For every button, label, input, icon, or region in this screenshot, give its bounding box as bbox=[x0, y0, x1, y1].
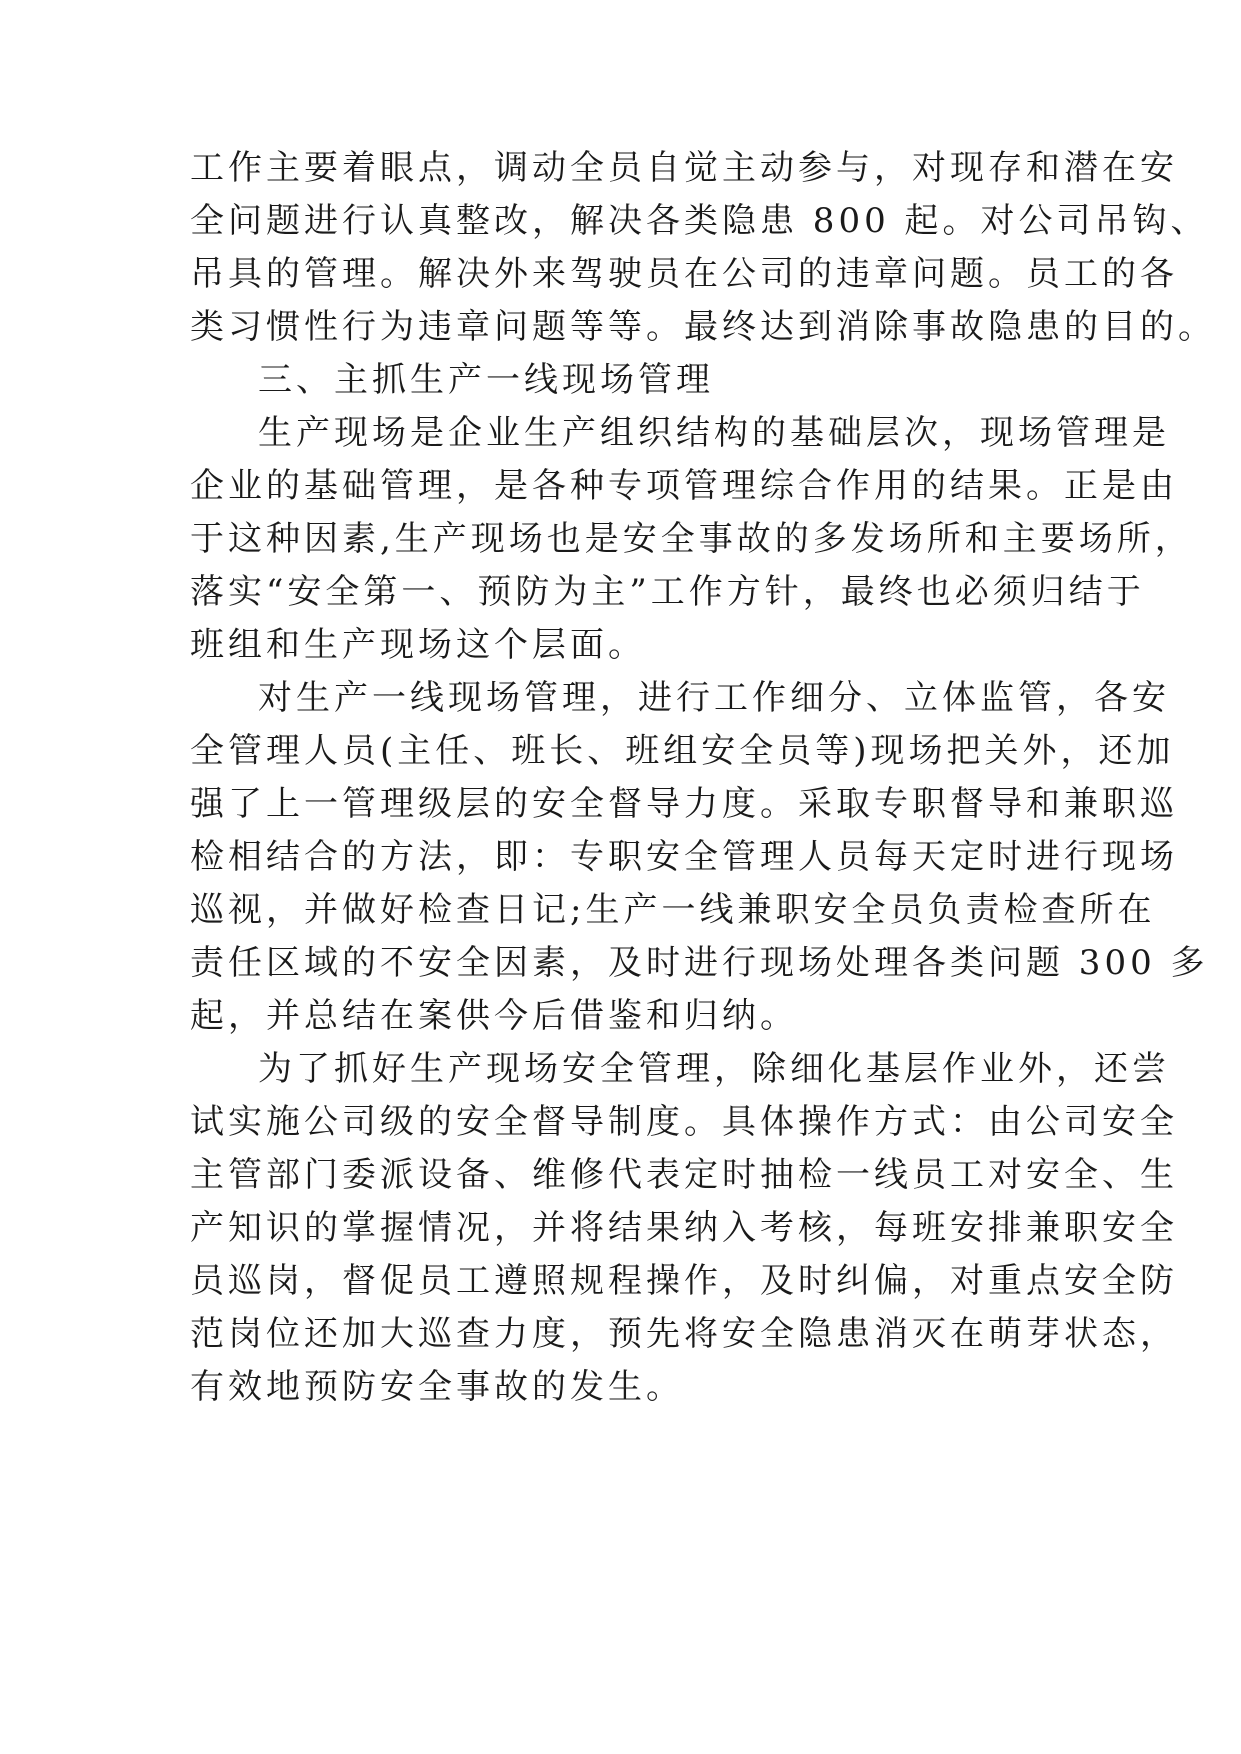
section-heading: 三、主抓生产一线现场管理 bbox=[258, 360, 714, 400]
text-line: 强了上一管理级层的安全督导力度。采取专职督导和兼职巡 bbox=[190, 784, 1178, 824]
text-line: 范岗位还加大巡查力度，预先将安全隐患消灭在萌芽状态， bbox=[190, 1314, 1178, 1354]
text-line: 于这种因素,生产现场也是安全事故的多发场所和主要场所， bbox=[190, 519, 1193, 559]
text-line: 吊具的管理。解决外来驾驶员在公司的违章问题。员工的各 bbox=[190, 254, 1178, 294]
text-line: 检相结合的方法，即：专职安全管理人员每天定时进行现场 bbox=[190, 837, 1178, 877]
text-line: 类习惯性行为违章问题等等。最终达到消除事故隐患的目的。 bbox=[190, 307, 1216, 347]
text-line: 有效地预防安全事故的发生。 bbox=[190, 1367, 684, 1407]
text-line: 对生产一线现场管理，进行工作细分、立体监管，各安 bbox=[258, 678, 1170, 718]
text-line: 全问题进行认真整改，解决各类隐患 800 起。对公司吊钩、 bbox=[190, 201, 1209, 241]
text-line: 巡视，并做好检查日记;生产一线兼职安全员负责检查所在 bbox=[190, 890, 1156, 930]
text-line: 落实“安全第一、预防为主”工作方针，最终也必须归结于 bbox=[190, 572, 1145, 612]
text-line: 主管部门委派设备、维修代表定时抽检一线员工对安全、生 bbox=[190, 1155, 1178, 1195]
text-line: 企业的基础管理，是各种专项管理综合作用的结果。正是由 bbox=[190, 466, 1178, 506]
text-line: 员巡岗，督促员工遵照规程操作，及时纠偏，对重点安全防 bbox=[190, 1261, 1178, 1301]
text-line: 班组和生产现场这个层面。 bbox=[190, 625, 646, 665]
text-line: 起，并总结在案供今后借鉴和归纳。 bbox=[190, 996, 798, 1036]
text-line: 生产现场是企业生产组织结构的基础层次，现场管理是 bbox=[258, 413, 1170, 453]
text-line: 为了抓好生产现场安全管理，除细化基层作业外，还尝 bbox=[258, 1049, 1170, 1089]
text-line: 责任区域的不安全因素，及时进行现场处理各类问题 300 多 bbox=[190, 943, 1209, 983]
text-line: 全管理人员(主任、班长、班组安全员等)现场把关外，还加 bbox=[190, 731, 1175, 771]
text-line: 产知识的掌握情况，并将结果纳入考核，每班安排兼职安全 bbox=[190, 1208, 1178, 1248]
text-line: 工作主要着眼点，调动全员自觉主动参与，对现存和潜在安 bbox=[190, 148, 1178, 188]
text-line: 试实施公司级的安全督导制度。具体操作方式：由公司安全 bbox=[190, 1102, 1178, 1142]
